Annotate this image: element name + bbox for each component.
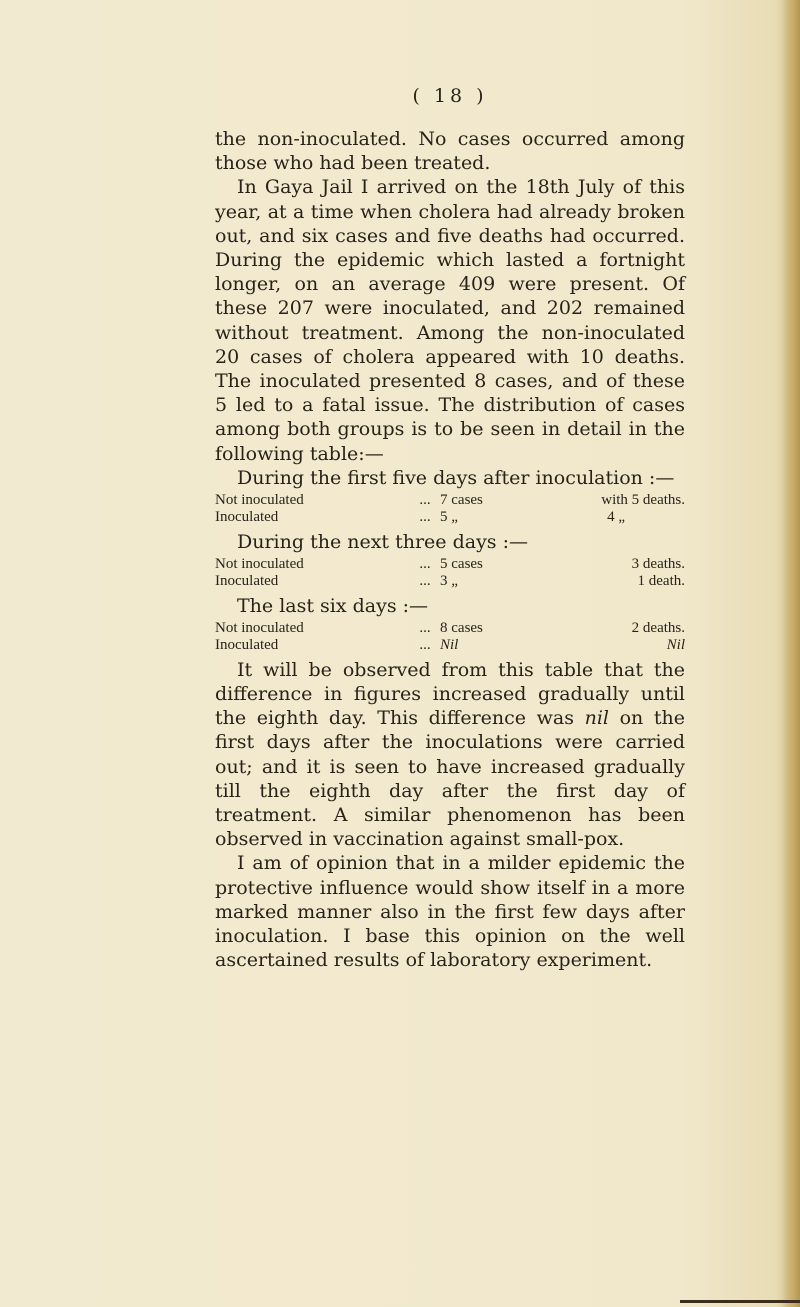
- row-leader: ...: [419, 491, 431, 508]
- table-row: [215, 620, 685, 637]
- table-group-heading: The last six days :—: [237, 594, 429, 617]
- paragraph-3-text-b: on the first days after the inoculations were carried out; and it is seen to have increased gradually till the eighth day after the first day of treatment. A similar phenomenon has been observed in vaccination against small-pox.: [215, 707, 685, 851]
- row-leader: ...: [419, 619, 431, 636]
- row-deaths: 2 deaths.: [631, 619, 685, 636]
- cholera-table: [215, 466, 685, 654]
- paragraph-3: [215, 658, 685, 852]
- row-deaths: 1 death.: [637, 572, 685, 589]
- row-cases: 5 cases: [440, 555, 483, 572]
- table-group-2: [215, 556, 685, 590]
- row-leader: ...: [419, 636, 431, 653]
- row-cases: 7 cases: [440, 491, 483, 508]
- table-group-3: [215, 620, 685, 654]
- bottom-rule: [680, 1300, 800, 1303]
- paragraph-1: the non-inoculated. No cases occurred among those who had been treated.: [215, 128, 685, 175]
- table-group-heading: During the first five days after inoculation :—: [237, 466, 675, 489]
- table-row: [215, 509, 685, 526]
- row-label: Inoculated: [215, 508, 279, 525]
- page-content: [215, 85, 685, 972]
- page-number: ( 18 ): [412, 85, 488, 107]
- table-group-1: [215, 492, 685, 526]
- table-row: [215, 492, 685, 509]
- row-deaths: with 5 deaths.: [601, 491, 685, 508]
- table-row: [215, 573, 685, 590]
- row-label: Inoculated: [215, 572, 279, 589]
- paragraph-3-nil: nil: [584, 707, 609, 730]
- row-deaths: 3 deaths.: [631, 555, 685, 572]
- paragraph-3-text-a: It will be observed from this table that the difference in figures increased gradually until the eighth day. This difference was: [215, 658, 685, 730]
- row-label: Not inoculated: [215, 491, 304, 508]
- row-label: Not inoculated: [215, 555, 304, 572]
- page-edge-shadow: [782, 0, 800, 1307]
- row-cases: 5 „: [440, 508, 458, 525]
- paragraph-4: I am of opinion that in a milder epidemic the protective influence would show itself in a more marked manner also in the first few days after inoculation. I base this opinion on the well ascertained results of laboratory experiment.: [215, 852, 685, 972]
- table-group-heading: During the next three days :—: [237, 530, 528, 553]
- table-row: [215, 637, 685, 654]
- row-deaths: 4 „: [607, 508, 625, 525]
- row-label: Inoculated: [215, 636, 279, 653]
- row-cases: 3 „: [440, 572, 458, 589]
- row-cases: 8 cases: [440, 619, 483, 636]
- row-leader: ...: [419, 555, 431, 572]
- row-leader: ...: [419, 572, 431, 589]
- paragraph-2: In Gaya Jail I arrived on the 18th July of this year, at a time when cholera had already broken out, and six cases and five deaths had occurred. During the epidemic which lasted a fortnight longer, on an average 409 were present. Of these 207 were inoculated, and 202 remained without treatment. Among the non-inoculated 20 cases of cholera appeared with 10 deaths. The inoculated presented 8 cases, and of these 5 led to a fatal issue. The distribution of cases among both groups is to be seen in detail in the following table:—: [215, 176, 685, 465]
- row-deaths: Nil: [666, 636, 685, 653]
- row-cases: Nil: [440, 636, 459, 653]
- row-leader: ...: [419, 508, 431, 525]
- table-row: [215, 556, 685, 573]
- row-label: Not inoculated: [215, 619, 304, 636]
